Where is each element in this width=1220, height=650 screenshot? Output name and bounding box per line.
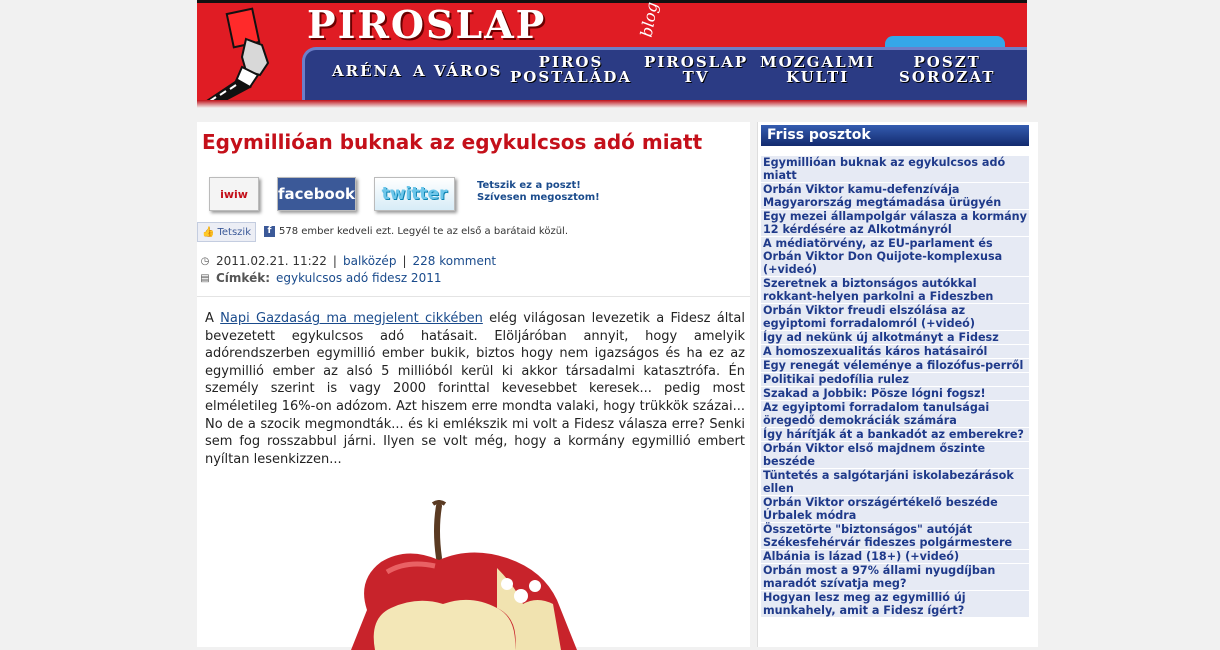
share-prompt: Tetszik ez a poszt! Szívesen megosztom! xyxy=(477,180,600,203)
category-link[interactable]: balközép xyxy=(342,254,397,268)
recent-post-link[interactable]: Hogyan lesz meg az egymillió új munkahely, amit a Fidesz ígért? xyxy=(761,591,1029,618)
recent-post-link[interactable]: Így hárítják át a bankadót az emberekre? xyxy=(761,428,1029,442)
comments-link[interactable]: 228 komment xyxy=(412,254,497,268)
post-body: A Napi Gazdaság ma megjelent cikkében elég világosan levezetik a Fidesz által bevezetett egykulcsos adó hatásait. Elöljáróban annyit, hogy amelyik adórendszerben egymillió ember bukik, biztos hogy nem igazságos és ha ez az egymillió ember az alsó 5 millióból kerül ki akkor társadalmi katasztrófa. Én személy szerint is vagy 2000 forinttal kevesebbet keresek... pedig most elméletileg 16%-on adózom. Azt hiszem erre mondta valaki, hogy trükkök százai... No de a szocik megmondták... és ki emlékszik mi volt a Fidesz válasza erre? Senki sem fog rosszabbul járni. Ilyen se volt még, hogy a kormány egymillió embert nyíltan lesenkizzen... xyxy=(205,311,745,467)
thumbs-up-icon: 👍 xyxy=(202,226,215,238)
recent-post-link[interactable]: Tüntetés a salgótarjáni iskolabezárások ellen xyxy=(761,469,1029,496)
nav-mozgalmi-kulti[interactable]: MOZGALMI KULTI xyxy=(760,53,876,86)
nav-poszt-sorozat[interactable]: POSZT SOROZAT xyxy=(899,53,996,86)
recent-post-link[interactable]: Összetörte "biztonságos" autóját Székesfehérvár fideszes polgármestere xyxy=(761,523,1029,550)
recent-post-link[interactable]: A homoszexualitás káros hatásairól xyxy=(761,345,1029,359)
post-title[interactable]: Egymillióan buknak az egykulcsos adó miatt xyxy=(202,130,703,154)
bitten-apple-image xyxy=(347,500,587,650)
source-article-link[interactable]: Napi Gazdaság ma megjelent cikkében xyxy=(220,311,483,326)
red-card-hand-icon xyxy=(202,5,302,103)
facebook-icon: f xyxy=(264,226,275,237)
recent-post-link[interactable]: Orbán Viktor kamu-defenzívája Magyarország megtámadása ürügyén xyxy=(761,183,1029,210)
like-count-text: f 578 ember kedveli ezt. Legyél te az első a barátaid közül. xyxy=(264,226,568,237)
facebook-share-button[interactable]: facebook xyxy=(277,177,356,211)
nav-arena[interactable]: ARÉNA xyxy=(332,62,403,80)
tag-icon: ▤ xyxy=(200,273,210,284)
nav-piroslap-tv[interactable]: PIROSLAP TV xyxy=(644,53,749,86)
recent-post-link[interactable]: Orbán most a 97% állami nyugdíjban maradót szívatja meg? xyxy=(761,564,1029,591)
recent-post-link[interactable]: Politikai pedofília rulez xyxy=(761,373,1029,387)
post-datetime: 2011.02.21. 11:22 xyxy=(216,254,327,268)
main-content xyxy=(197,122,750,647)
recent-post-link[interactable]: Orbán Viktor első majdnem őszinte beszéde xyxy=(761,442,1029,469)
recent-post-link[interactable]: Orbán Viktor országértékelő beszéde Úrbalek módra xyxy=(761,496,1029,523)
nav-a-varos[interactable]: A VÁROS xyxy=(413,62,503,80)
header-bottom-edge xyxy=(197,100,1027,108)
recent-post-link[interactable]: Így ad nekünk új alkotmányt a Fidesz xyxy=(761,331,1029,345)
clock-icon: ◷ xyxy=(200,256,210,267)
sidebar-heading: Friss posztok xyxy=(761,125,1029,146)
nav-piros-postalada[interactable]: PIROS POSTALÁDA xyxy=(510,53,632,86)
sidebar xyxy=(757,122,1038,647)
recent-post-link[interactable]: Albánia is lázad (18+) (+videó) xyxy=(761,550,1029,564)
site-header xyxy=(197,0,1027,108)
recent-post-link[interactable]: Szeretnek a biztonságos autókkal rokkant-helyen parkolni a Fideszben xyxy=(761,277,1029,304)
tags-label: Címkék: xyxy=(216,271,270,285)
like-button[interactable]: 👍 Tetszik xyxy=(197,222,256,242)
brand-subtitle: blog xyxy=(636,0,662,39)
twitter-share-button[interactable]: twitter xyxy=(374,177,455,211)
recent-post-link[interactable]: Egy mezei állampolgár válasza a kormány 12 kérdésére az Alkotmányról xyxy=(761,210,1029,237)
iwiw-share-button[interactable] xyxy=(209,177,259,211)
recent-posts-list xyxy=(761,156,1029,618)
brand-logo[interactable]: PIROSLAP xyxy=(307,2,547,47)
post-meta: ◷ 2011.02.21. 11:22 | balközép | 228 komment ▤ Címkék: egykulcsos adó fidesz 2011 xyxy=(200,254,497,285)
recent-post-link[interactable]: Szakad a Jobbik: Pösze lógni fogsz! xyxy=(761,387,1029,401)
recent-post-link[interactable]: Orbán Viktor freudi elszólása az egyiptomi forradalomról (+videó) xyxy=(761,304,1029,331)
iwiw-icon: iwiw xyxy=(220,187,248,201)
tags-list[interactable]: egykulcsos adó fidesz 2011 xyxy=(276,271,442,285)
recent-post-link[interactable]: Egy renegát véleménye a filozófus-perről xyxy=(761,359,1029,373)
recent-post-link[interactable]: Egymillióan buknak az egykulcsos adó miatt xyxy=(761,156,1029,183)
divider xyxy=(197,296,750,297)
recent-post-link[interactable]: Az egyiptomi forradalom tanulságai öregedő demokráciák számára xyxy=(761,401,1029,428)
recent-post-link[interactable]: A médiatörvény, az EU-parlament és Orbán Viktor Don Quijote-komplexusa (+videó) xyxy=(761,237,1029,277)
